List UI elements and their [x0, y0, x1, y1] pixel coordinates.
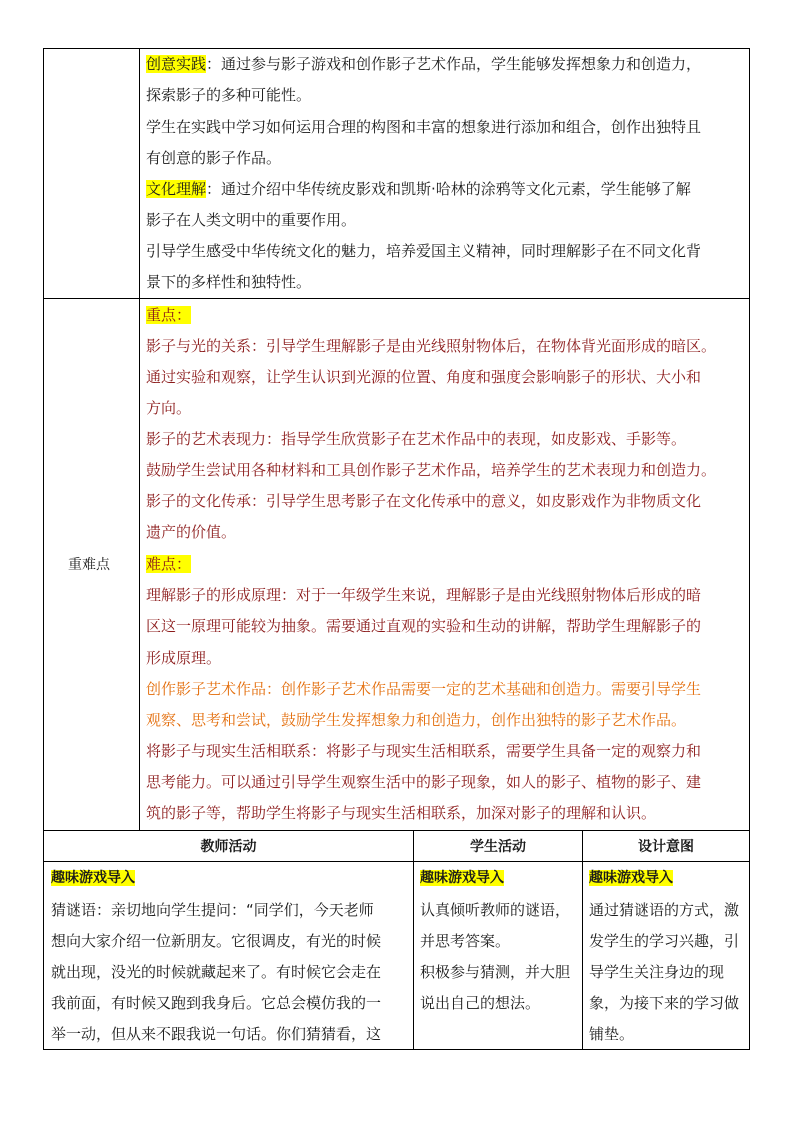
teacher-line-4: 我前面，有时候又跑到我身后。它总会模仿我的一: [51, 994, 382, 1012]
diff-line-7: 思考能力。可以通过引导学生观察生活中的影子现象，如人的影子、植物的影子、建: [146, 773, 702, 791]
key-line-7: 遗产的价值。: [146, 523, 237, 541]
intent-line-3: 导学生关注身边的现: [589, 963, 725, 981]
student-line-3: 积极参与猜测，并大胆: [420, 963, 571, 981]
diff-label-row: [146, 554, 191, 574]
grid-label-col: [139, 48, 140, 831]
grid-header-bottom: [43, 861, 750, 862]
diff-line-2: 区这一原理可能较为抽象。需要通过直观的实验和生动的讲解，帮助学生理解影子的: [146, 617, 702, 635]
student-line-2: 并思考答案。: [420, 932, 511, 950]
student-line-4: 说出自己的想法。: [420, 994, 541, 1012]
creative-line-3: 学生在实践中学习如何运用合理的构图和丰富的想象进行添加和组合，创作出独特且: [146, 118, 702, 136]
grid-col-sep-1: [413, 830, 414, 1050]
header-student: 学生活动: [470, 839, 526, 855]
creative-line-4: 有创意的影子作品。: [146, 149, 282, 167]
diff-line-3: 形成原理。: [146, 649, 222, 667]
intent-section-title: 趣味游戏导入: [589, 870, 673, 886]
intent-line-4: 象，为接下来的学习做: [589, 994, 740, 1012]
culture-line-4: 景下的多样性和独特性。: [146, 273, 312, 291]
key-line-2: 通过实验和观察，让学生认识到光源的位置、角度和强度会影响影子的形状、大小和: [146, 368, 702, 386]
diff-line-6: 将影子与现实生活相联系：将影子与现实生活相联系，需要学生具备一定的观察力和: [146, 742, 702, 760]
header-teacher: 教师活动: [200, 839, 257, 855]
grid-right: [749, 48, 750, 1050]
culture-label: 文化理解: [146, 180, 207, 198]
key-line-3: 方向。: [146, 399, 192, 417]
diff-line-1: 理解影子的形成原理：对于一年级学生来说，理解影子是由光线照射物体后形成的暗: [146, 586, 702, 604]
diff-line-5: 观察、思考和尝试，鼓励学生发挥想象力和创造力，创作出独特的影子艺术作品。: [146, 711, 687, 729]
teacher-line-5: 举一动，但从来不跟我说一句话。你们猜猜看，这: [51, 1025, 382, 1043]
grid-bottom: [43, 1049, 750, 1050]
grid-row-sep-1: [43, 298, 750, 299]
teacher-line-1: 猜谜语：亲切地向学生提问：“同学们，今天老师: [51, 901, 374, 919]
diff-label: 难点：: [146, 555, 192, 573]
intent-line-5: 铺垫。: [589, 1025, 635, 1043]
key-line-4: 影子的艺术表现力：指导学生欣赏影子在艺术作品中的表现，如皮影戏、手影等。: [146, 430, 687, 448]
key-line-5: 鼓励学生尝试用各种材料和工具创作影子艺术作品，培养学生的艺术表现力和创造力。: [146, 461, 717, 479]
student-line-1: 认真倾听教师的谜语，: [420, 901, 571, 919]
grid-row-sep-2: [43, 830, 750, 831]
culture-line-2: 影子在人类文明中的重要作用。: [146, 211, 357, 229]
grid-top: [43, 48, 750, 49]
intent-line-1: 通过猜谜语的方式，激: [589, 901, 740, 919]
culture-line-1: 文化理解：通过介绍中华传统皮影戏和凯斯·哈林的涂鸦等文化元素，学生能够了解: [146, 180, 691, 198]
teacher-line-2: 想向大家介绍一位新朋友。它很调皮，有光的时候: [51, 932, 382, 950]
diff-line-8: 筑的影子等，帮助学生将影子与现实生活相联系，加深对影子的理解和认识。: [146, 804, 657, 822]
creative-label: 创意实践: [146, 55, 207, 73]
teacher-line-3: 就出现，没光的时候就藏起来了。有时候它会走在: [51, 963, 382, 981]
diff-line-4: 创作影子艺术作品：创作影子艺术作品需要一定的艺术基础和创造力。需要引导学生: [146, 680, 702, 698]
key-label: 重点：: [146, 306, 192, 324]
header-intent: 设计意图: [638, 839, 694, 855]
key-line-6: 影子的文化传承：引导学生思考影子在文化传承中的意义，如皮影戏作为非物质文化: [146, 492, 702, 510]
grid-col-sep-2: [582, 830, 583, 1050]
creative-line-2: 探索影子的多种可能性。: [146, 86, 312, 104]
key-line-1: 影子与光的关系：引导学生理解影子是由光线照射物体后，在物体背光面形成的暗区。: [146, 337, 717, 355]
creative-line-1: 创意实践：通过参与影子游戏和创作影子艺术作品，学生能够发挥想象力和创造力，: [146, 55, 702, 73]
student-section-title: 趣味游戏导入: [420, 870, 504, 886]
teacher-section-title: 趣味游戏导入: [51, 870, 135, 886]
grid-left: [43, 48, 44, 1050]
culture-line-3: 引导学生感受中华传统文化的魅力，培养爱国主义精神，同时理解影子在不同文化背: [146, 242, 702, 260]
intent-line-2: 发学生的学习兴趣，引: [589, 932, 740, 950]
row-label-key-points: 重难点: [68, 557, 110, 573]
key-label-row: [146, 305, 191, 325]
